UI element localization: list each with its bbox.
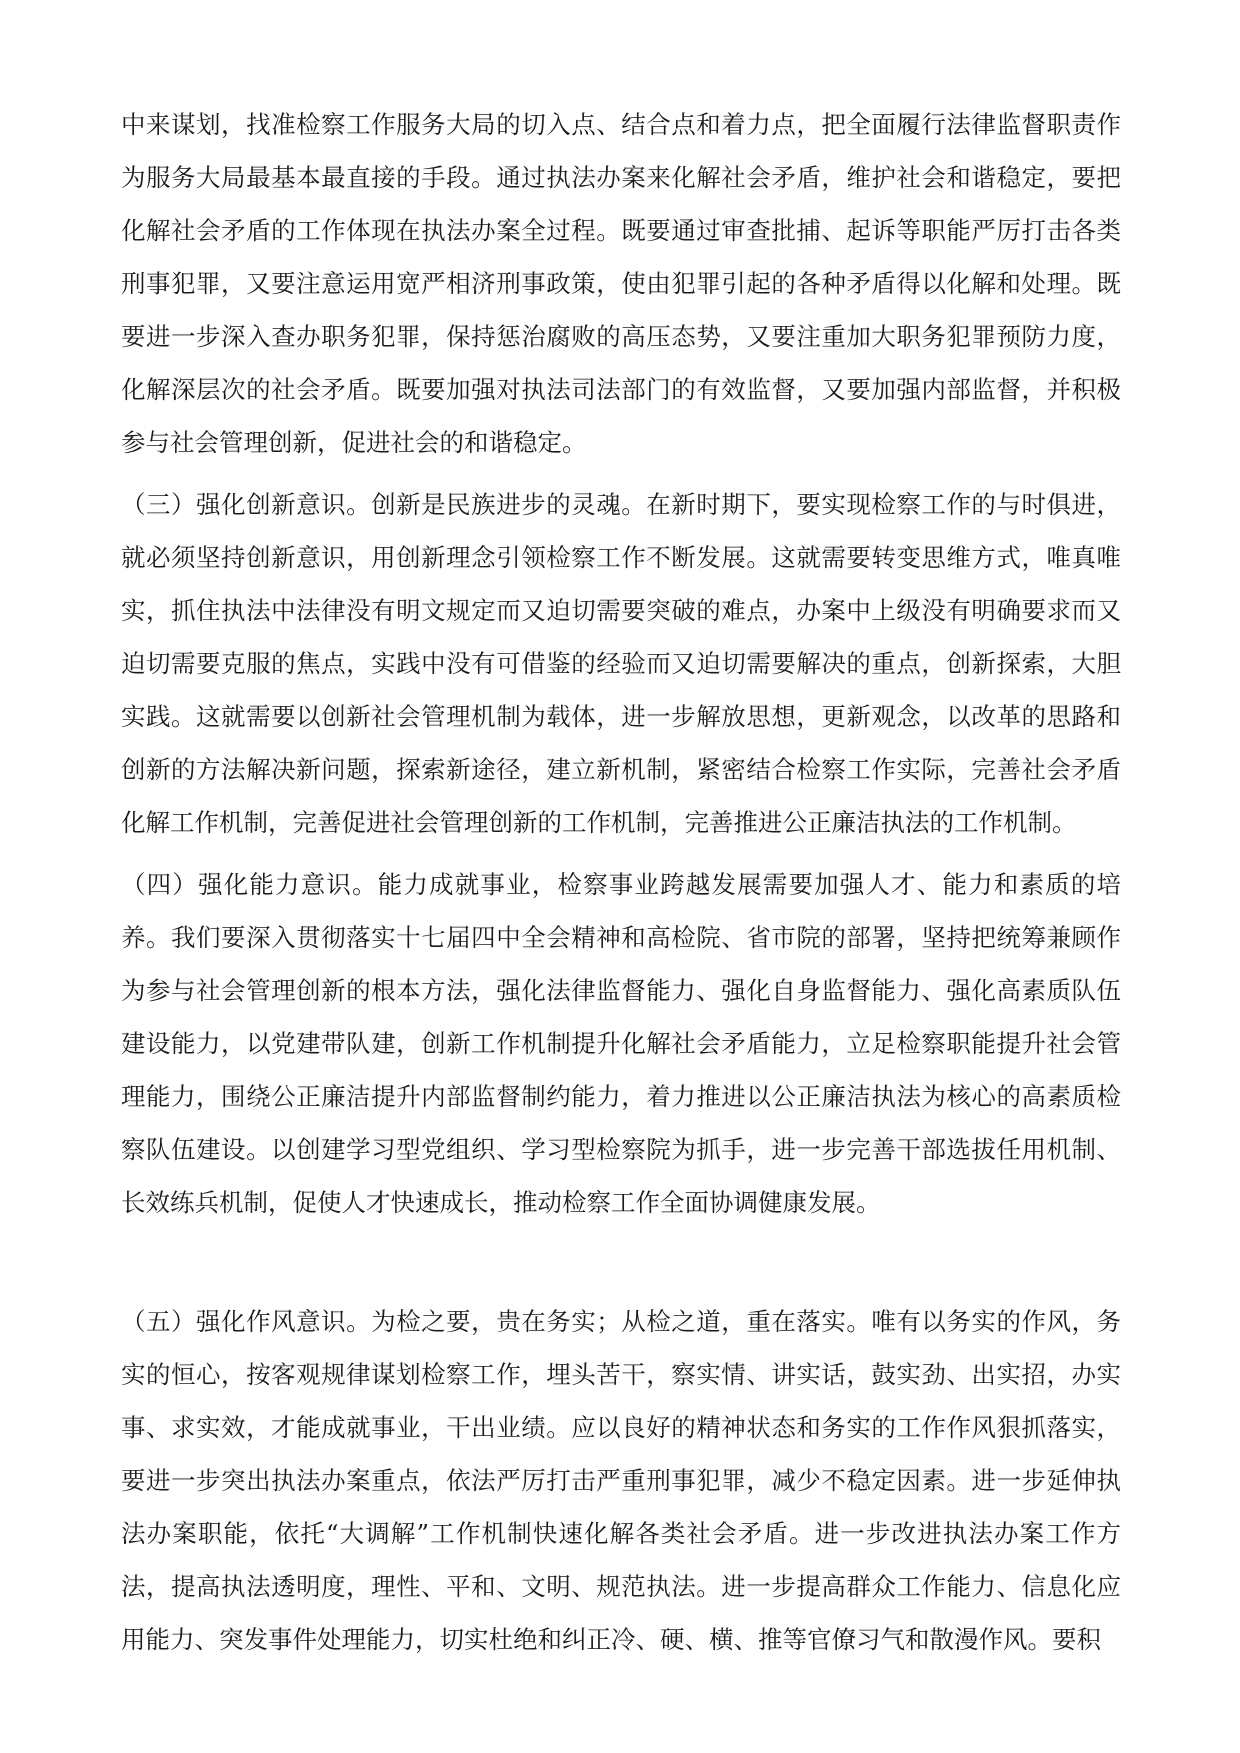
paragraph-work-style-awareness: （五）强化作风意识。为检之要，贵在务实；从检之道，重在落实。唯有以务实的作风，务实的恒心，按客观规律谋划检察工作，埋头苦干，察实情、讲实话，鼓实劲、出实招，办实事、求实效，才能成就事业，干出业绩。应以良好的精神状态和务实的工作作风狠抓落实，要进一步突出执法办案重点，依法严厉打击严重刑事犯罪，减少不稳定因素。进一步延伸执法办案职能，依托“大调解”工作机制快速化解各类社会矛盾。进一步改进执法办案工作方法，提高执法透明度，理性、平和、文明、规范执法。进一步提高群众工作能力、信息化应用能力、突发事件处理能力，切实杜绝和纠正冷、硬、横、推等官僚习气和散漫作风。要积 [121, 1307, 1121, 1654]
paragraph-ability-awareness: （四）强化能力意识。能力成就事业，检察事业跨越发展需要加强人才、能力和素质的培养。我们要深入贯彻落实十七届四中全会精神和高检院、省市院的部署，坚持把统筹兼顾作为参与社会管理创新的根本方法，强化法律监督能力、强化自身监督能力、强化高素质队伍建设能力，以党建带队建，创新工作机制提升化解社会矛盾能力，立足检察职能提升社会管理能力，围绕公正廉洁提升内部监督制约能力，着力推进以公正廉洁执法为核心的高素质检察队伍建设。以创建学习型党组织、学习型检察院为抓手，进一步完善干部选拔任用机制、长效练兵机制，促使人才快速成长，推动检察工作全面协调健康发展。 [121, 870, 1121, 1217]
paragraph-continuation: 中来谋划，找准检察工作服务大局的切入点、结合点和着力点，把全面履行法律监督职责作为服务大局最基本最直接的手段。通过执法办案来化解社会矛盾，维护社会和谐稳定，要把化解社会矛盾的工作体现在执法办案全过程。既要通过审查批捕、起诉等职能严厉打击各类刑事犯罪，又要注意运用宽严相济刑事政策，使由犯罪引起的各种矛盾得以化解和处理。既要进一步深入查办职务犯罪，保持惩治腐败的高压态势，又要注重加大职务犯罪预防力度，化解深层次的社会矛盾。既要加强对执法司法部门的有效监督，又要加强内部监督，并积极参与社会管理创新，促进社会的和谐稳定。 [121, 110, 1121, 457]
paragraph-innovation-awareness: （三）强化创新意识。创新是民族进步的灵魂。在新时期下，要实现检察工作的与时俱进，就必须坚持创新意识，用创新理念引领检察工作不断发展。这就需要转变思维方式，唯真唯实，抓住执法中法律没有明文规定而又迫切需要突破的难点，办案中上级没有明确要求而又迫切需要克服的焦点，实践中没有可借鉴的经验而又迫切需要解决的重点，创新探索，大胆实践。这就需要以创新社会管理机制为载体，进一步解放思想，更新观念，以改革的思路和创新的方法解决新问题，探索新途径，建立新机制，紧密结合检察工作实际，完善社会矛盾化解工作机制，完善促进社会管理创新的工作机制，完善推进公正廉洁执法的工作机制。 [121, 490, 1121, 837]
